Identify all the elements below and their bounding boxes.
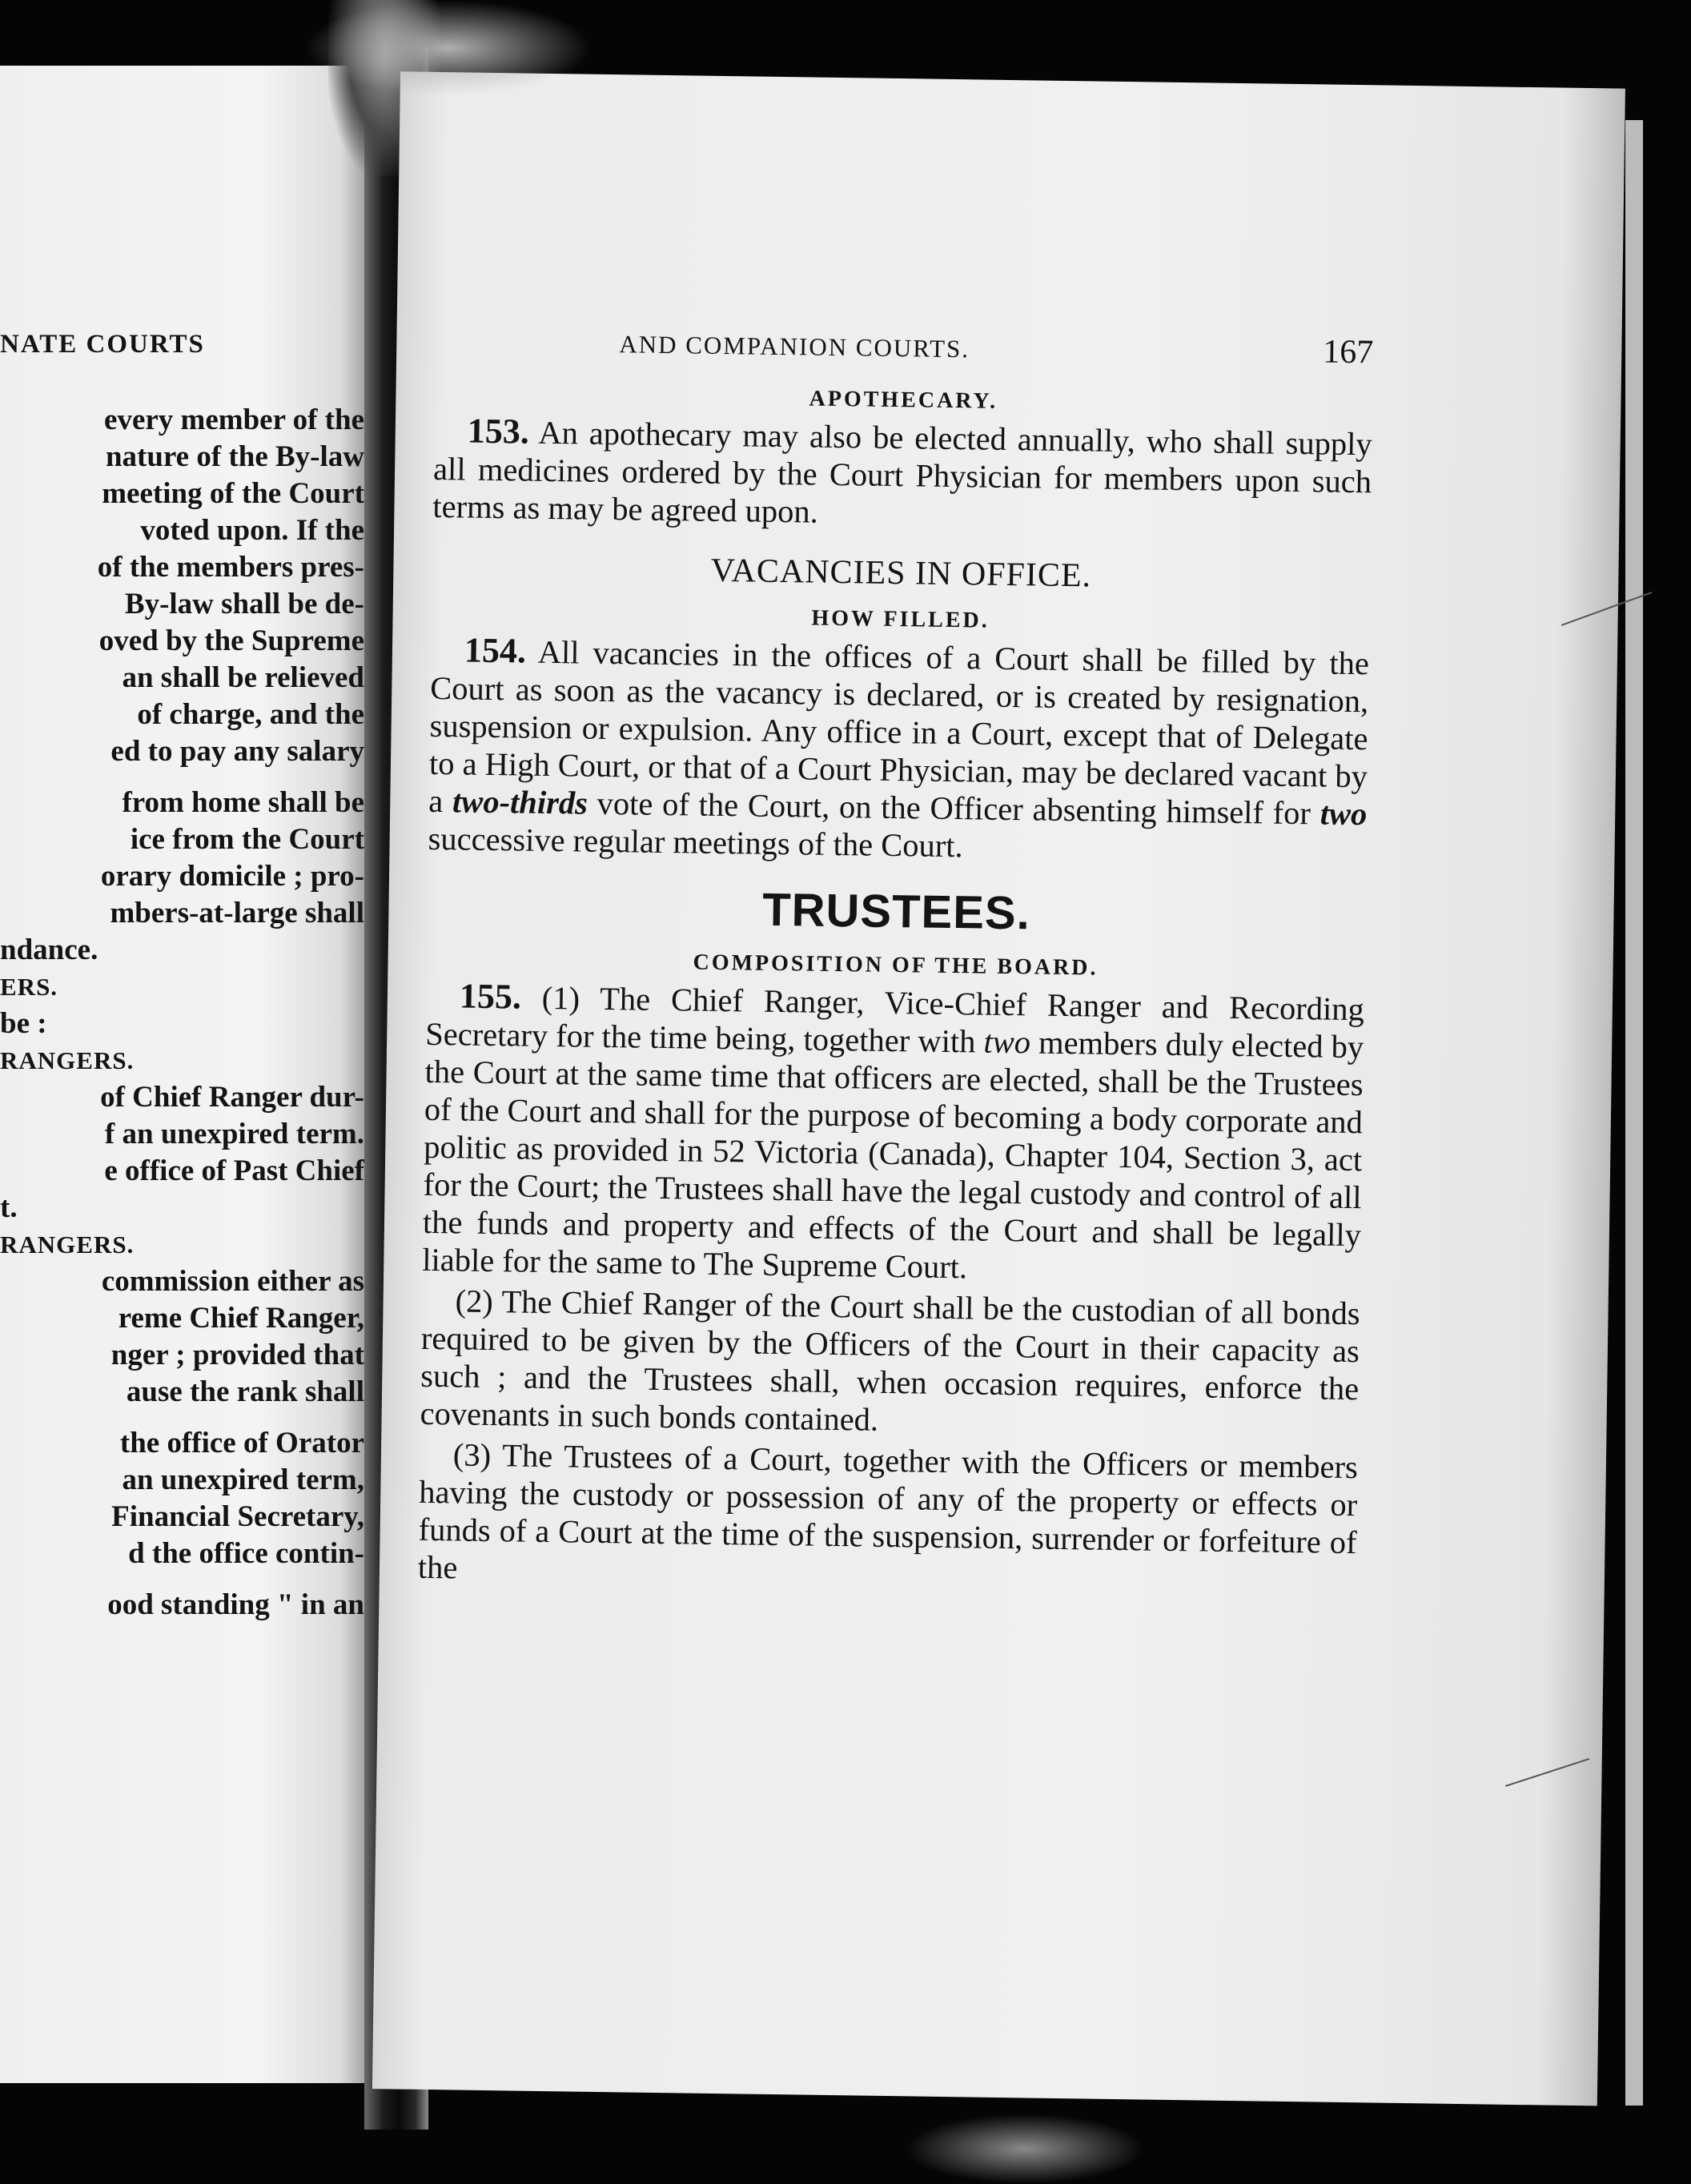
left-page-line: t. (0, 1191, 18, 1224)
running-header-title: AND COMPANION COURTS. (619, 330, 970, 363)
left-page-line: from home shall be (122, 786, 364, 819)
left-page-line: every member of the (104, 403, 364, 436)
page-content (418, 320, 1374, 1599)
left-page-line: voted upon. If the (140, 514, 364, 547)
trustees-heading: TRUSTEES. (761, 883, 1031, 940)
page-edge (1625, 120, 1643, 2106)
left-page-line: Financial Secretary, (111, 1500, 364, 1533)
left-page-heading: RANGERS. (0, 1046, 135, 1074)
left-page-line: oved by the Supreme (98, 624, 364, 657)
section-text: All vacancies in the offices of a Court shall be filled by the Court as soon as the vacancy is declared, or is created by resignation, suspension or expulsion. Any office in a Court, except that of Delegate to a High Court, or that of a Court Physician, may be declared vacant by a (428, 633, 1370, 820)
clause-text: The Trustees of a Court, together with the Officers or members having the custody or possession of any of the property or effects or funds of a Court at the time of the suspension, surrender or forfeiture of the (417, 1437, 1359, 1586)
left-page-line: the office of Orator (119, 1427, 364, 1459)
scan-blemish (304, 0, 592, 96)
emphasis-text: two (1319, 795, 1368, 833)
vacancies-heading: VACANCIES IN OFFICE. (710, 552, 1092, 595)
section-text: An apothecary may also be elected annually, who shall supply all medicines ordered by the Court Physician for members upon such terms as may be agreed upon. (432, 414, 1373, 530)
left-page-line: orary domicile ; pro- (100, 860, 364, 893)
running-header (435, 320, 1374, 371)
right-page (372, 71, 1625, 2106)
left-page-line: meeting of the Court (102, 477, 364, 510)
left-page-line: of the members pres- (97, 551, 364, 584)
left-page-line: ause the rank shall (126, 1375, 364, 1408)
left-running-header: NATE COURTS (0, 330, 205, 359)
section-number: 155. (459, 976, 522, 1017)
left-page-line: ndance. (0, 933, 98, 966)
left-page (0, 66, 370, 2083)
section-153 (432, 412, 1372, 538)
section-154 (428, 631, 1369, 870)
left-page-line: nger ; provided that (110, 1339, 364, 1371)
section-number: 154. (464, 630, 527, 671)
left-page-heading: ERS. (0, 973, 58, 1001)
clause-text: The Chief Ranger, Vice-Chief Ranger and Recording Secretary for the time being, together with (424, 980, 1365, 1060)
how-filled-heading: HOW FILLED. (811, 605, 990, 633)
left-page-line: d the office contin- (128, 1537, 364, 1570)
emphasis-text: two-thirds (452, 783, 588, 821)
clause-number: (1) (541, 979, 580, 1017)
section-text: vote of the Court, on the Officer absenting himself for (596, 785, 1311, 832)
left-page-line: reme Chief Ranger, (118, 1302, 364, 1335)
clause-number: (3) (452, 1436, 492, 1474)
scan-blemish (905, 2114, 1145, 2184)
left-page-line: By-law shall be de- (124, 588, 364, 620)
section-number: 153. (467, 411, 530, 452)
left-page-line: ood standing " in an (107, 1588, 364, 1621)
left-page-line: an shall be relieved (122, 661, 364, 694)
section-155-clause-1 (422, 977, 1364, 1291)
page-number: 167 (1322, 333, 1374, 371)
composition-heading: COMPOSITION OF THE BOARD. (693, 949, 1099, 981)
left-page-line: e office of Past Chief (104, 1154, 364, 1187)
left-page-line: ice from the Court (130, 823, 364, 856)
section-155-clause-2 (420, 1282, 1360, 1445)
left-page-line: of Chief Ranger dur- (100, 1081, 364, 1114)
left-page-line: nature of the By-law (105, 440, 364, 473)
emphasis-text: two (983, 1023, 1031, 1061)
left-page-line: of charge, and the (137, 698, 364, 731)
left-page-text (0, 402, 364, 1624)
apothecary-heading: APOTHECARY. (809, 386, 998, 414)
clause-text: members duly elected by the Court at the same time that officers are elected, shall be the Trustees of the Court and shall for the purpose of becoming a body corporate and politic as provided in 52 Victoria (Canada), Chapter 104, Section 3, act for the Court; the Trustees shall have the legal custody and control of all the funds and property and effects of the Court and shall be legally liable for the same to The Supreme Court. (422, 1024, 1364, 1286)
section-text: successive regular meetings of the Court. (428, 820, 964, 865)
left-page-line: f an unexpired term. (104, 1118, 364, 1150)
clause-number: (2) (455, 1283, 494, 1320)
left-page-line: be : (0, 1007, 47, 1040)
left-page-heading: RANGERS. (0, 1231, 135, 1259)
left-page-line: ed to pay any salary (110, 735, 364, 768)
left-page-line: commission either as (101, 1265, 364, 1298)
left-page-line: mbers-at-large shall (110, 897, 364, 929)
section-155-clause-3 (418, 1435, 1359, 1599)
clause-text: The Chief Ranger of the Court shall be the custodian of all bonds required to be given by the Officers of the Court in their capacity as such ; and the Trustees shall, when occasion requires, enforce the covenants in such bonds contained. (420, 1283, 1360, 1438)
left-page-line: an unexpired term, (122, 1463, 364, 1496)
